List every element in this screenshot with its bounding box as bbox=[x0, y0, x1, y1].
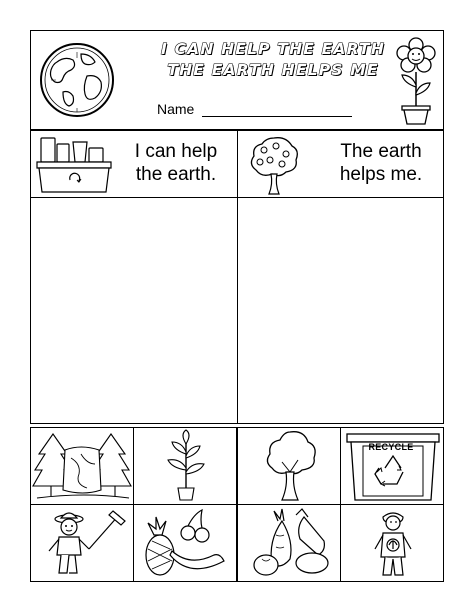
recycling-bin-icon bbox=[35, 134, 115, 194]
earth-helps-sort-area[interactable] bbox=[237, 197, 444, 424]
forest-icon bbox=[31, 428, 135, 506]
vegetables-icon bbox=[238, 505, 342, 583]
apple-tree-icon bbox=[246, 134, 302, 196]
help-earth-heading-line-2: the earth. bbox=[135, 164, 217, 185]
recycle-bin-icon bbox=[341, 428, 445, 506]
card-gardener[interactable] bbox=[30, 504, 134, 582]
gardener-icon bbox=[31, 505, 135, 583]
card-recycle-bin[interactable] bbox=[340, 427, 444, 505]
card-tree[interactable] bbox=[237, 427, 341, 505]
name-label: Name bbox=[157, 101, 195, 117]
help-earth-heading-line-1: I can help bbox=[134, 141, 218, 162]
help-earth-heading bbox=[121, 140, 231, 186]
earth-helps-heading-line-1: The earth bbox=[340, 141, 422, 162]
worksheet-title-line-2: THE EARTH HELPS ME bbox=[167, 61, 379, 79]
earth-globe-icon bbox=[37, 40, 117, 120]
recycle-label: RECYCLE bbox=[368, 442, 414, 452]
fruit-icon bbox=[134, 505, 238, 583]
worksheet-header bbox=[30, 30, 444, 130]
earth-helps-heading-line-2: helps me. bbox=[339, 164, 423, 185]
name-row bbox=[157, 101, 352, 117]
earth-helps-column-header bbox=[237, 130, 444, 198]
card-seedling[interactable] bbox=[133, 427, 237, 505]
worksheet-title-line-1: I CAN HELP THE EARTH bbox=[161, 40, 385, 58]
flower-pot-icon bbox=[391, 35, 441, 127]
earth-helps-heading bbox=[326, 140, 436, 186]
name-write-line[interactable] bbox=[202, 103, 352, 117]
kid-planting-icon bbox=[341, 505, 445, 583]
card-vegetables[interactable] bbox=[237, 504, 341, 582]
card-forest[interactable] bbox=[30, 427, 134, 505]
help-earth-sort-area[interactable] bbox=[30, 197, 238, 424]
card-fruit[interactable] bbox=[133, 504, 237, 582]
tree-icon bbox=[238, 428, 342, 506]
seedling-icon bbox=[134, 428, 238, 506]
card-kid-planting[interactable] bbox=[340, 504, 444, 582]
help-earth-column-header bbox=[30, 130, 238, 198]
